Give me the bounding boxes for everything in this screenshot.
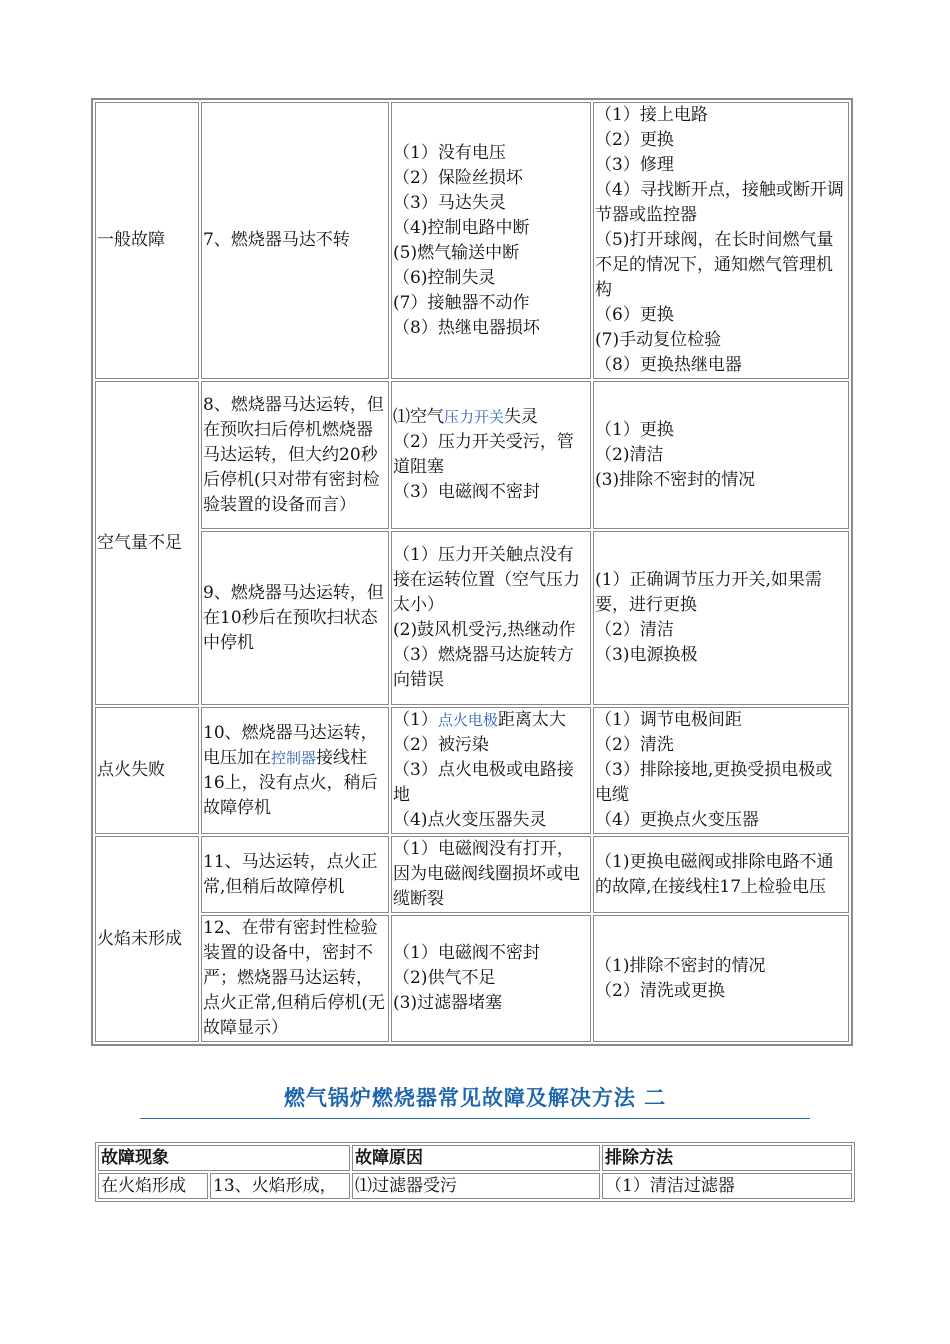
phenomenon-cell [201,707,389,834]
phenomenon-text-post: 接线柱16上，没有点火，稍后故障停机 [203,747,378,818]
phenomenon-cell: 13、火焰形成， [210,1173,350,1199]
cause-text-pre: （1） [393,710,438,730]
phenomenon-text: 11、马达运转，点火正常,但稍后故障停机 [203,851,378,897]
cause-cell [391,381,591,529]
table-row [95,836,849,913]
phenomenon-cell [201,381,389,529]
solution-cell [593,915,849,1042]
table-header-row [98,1145,852,1171]
header-cause: 故障原因 [352,1145,600,1171]
cause-text-post: 失灵 （2）压力开关受污，管道阻塞 （3）电磁阀不密封 [393,407,574,502]
fault-table-2 [95,1142,855,1202]
category-cell [95,707,199,834]
cause-cell [391,102,591,379]
solution-cell: （1）清洁过滤器 [602,1173,852,1199]
controller-link[interactable]: 控制器 [271,748,317,767]
category-cell [95,102,199,379]
table-row [95,381,849,529]
phenomenon-text: 9、燃烧器马达运转，但在10秒后在预吹扫状态中停机 [203,582,384,653]
solution-text: （1)更换电磁阀或排除电路不通的故障,在接线柱17上检验电压 [595,851,834,897]
category-text: 一般故障 [97,230,165,250]
cause-text: （1）没有电压 （2）保险丝损坏 （3）马达失灵 （4)控制电路中断 (5)燃气输送中断 （6)控制失灵 (7）接触器不动作 （8）热继电器损坏 [393,142,540,338]
table-row [95,531,849,705]
category-cell: 在火焰形成 [98,1173,208,1199]
table-row [95,915,849,1042]
solution-text: （1）接上电路 （2）更换 （3）修理 （4）寻找断开点，接触或断开调节器或监控器 （5)打开球阀，在长时间燃气量不足的情况下，通知燃气管理机构 （6）更换 (7)手动复位检验 （8）更换热继电器 [595,105,844,375]
phenomenon-text-pre: 10、燃烧器马达运转，电压加在 [203,722,378,768]
solution-cell [593,531,849,705]
table-row [95,707,849,834]
header-solution: 排除方法 [602,1145,852,1171]
cause-cell [391,836,591,913]
solution-text: （1）调节电极间距 （2）清洗 （3）排除接地,更换受损电极或电缆 （4）更换点火变压器 [595,710,833,830]
cause-text: （1）压力开关触点没有接在运转位置（空气压力太小） (2)鼓风机受污,热继动作 （3）燃烧器马达旋转方向错误 [393,545,580,690]
cause-cell [391,915,591,1042]
solution-cell [593,836,849,913]
cause-cell [391,707,591,834]
category-text: 点火失败 [97,760,165,780]
cause-text: （1）电磁阀不密封 （2)供气不足 (3)过滤器堵塞 [393,943,540,1013]
pressure-switch-link[interactable]: 压力开关 [444,408,505,426]
cause-text-post: 距离太大 （2）被污染 （3）点火电极或电路接地 （4)点火变压器失灵 [393,710,574,830]
header-phenomenon: 故障现象 [98,1145,350,1171]
section-title: 燃气锅炉燃烧器常见故障及解决方法 二 [283,1086,667,1110]
cause-cell [391,531,591,705]
solution-text: （1）更换 （2)清洁 (3)排除不密封的情况 [595,419,756,490]
table-row [98,1173,852,1199]
table-row [95,102,849,379]
cause-cell: ⑴过滤器受污 [352,1173,600,1199]
solution-cell [593,707,849,834]
fault-table-1 [91,98,853,1046]
category-text: 火焰未形成 [97,928,182,949]
category-cell [95,381,199,705]
cause-text-pre: ⑴空气 [393,407,444,427]
category-cell [95,836,199,1042]
phenomenon-cell [201,915,389,1042]
phenomenon-text: 7、燃烧器马达不转 [203,230,350,250]
solution-text: （1)排除不密封的情况 （2）清洗或更换 [595,955,766,1001]
solution-cell [593,102,849,379]
phenomenon-cell [201,102,389,379]
phenomenon-text: 8、燃烧器马达运转，但在预吹扫后停机燃烧器马达运转，但大约20秒后停机(只对带有密封检验装置的设备而言） [203,394,384,515]
phenomenon-cell [201,531,389,705]
cause-text: （1）电磁阀没有打开，因为电磁阀线圈损坏或电缆断裂 [393,839,580,909]
solution-cell [593,381,849,529]
category-text: 空气量不足 [97,532,182,553]
solution-text: (1）正确调节压力开关,如果需要，进行更换 （2）清洁 （3)电源换极 [595,570,822,665]
phenomenon-text: 12、在带有密封性检验装置的设备中，密封不严；燃烧器马达运转，点火正常,但稍后停机(无故障显示） [203,918,386,1038]
ignition-electrode-link[interactable]: 点火电极 [437,711,498,729]
title-underline [140,1118,810,1119]
phenomenon-cell [201,836,389,913]
